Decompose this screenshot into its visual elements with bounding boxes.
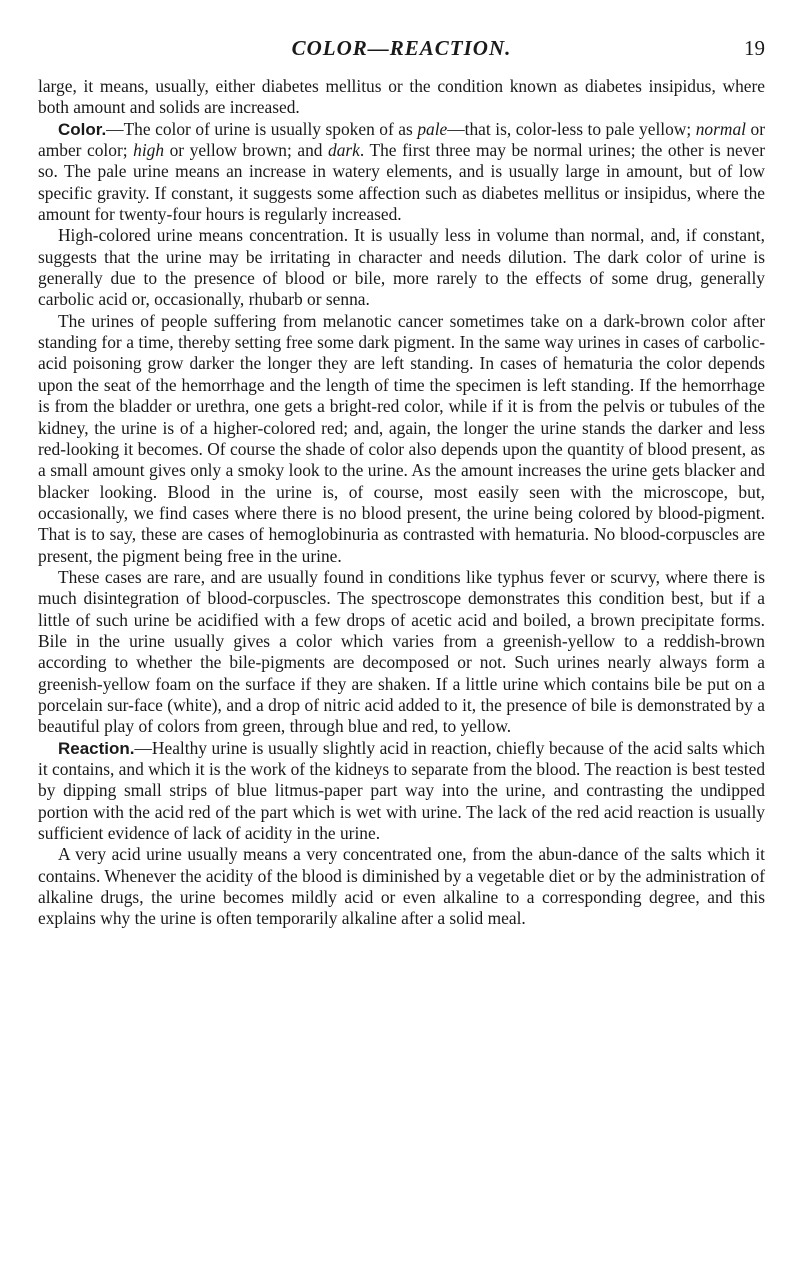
paragraph-text: . The first three may be normal urines; the other is never so. The pale urine means an increase in watery elements, and is usually large in amount, but of low specific gravity. If constant, it suggests some affection such as diabetes mellitus or insipidus, where the amount for twenty-four hours is regularly increased. bbox=[38, 140, 765, 225]
paragraph-text: A very acid urine usually means a very concentrated one, from the abun-dance of the salts which it contains. Whenever the acidity of the blood is diminished by a vegetable diet or by the administration of alkaline drugs, the urine becomes mildly acid or even alkaline to a corresponding degree, and this explains why the urine is often temporarily alkaline after a solid meal. bbox=[38, 844, 765, 929]
running-head bbox=[38, 36, 765, 76]
paragraph-continued bbox=[38, 76, 765, 119]
section-heading-color: Color. bbox=[58, 119, 107, 139]
paragraph-text: —The color of urine is usually spoken of as bbox=[106, 118, 418, 139]
paragraph bbox=[38, 567, 765, 738]
paragraph-text: These cases are rare, and are usually found in conditions like typhus fever or scurvy, where there is much disintegration of blood-corpuscles. The spectroscope demonstrates this condition best, but if a little of such urine be acidified with a few drops of acetic acid and boiled, a brown precipitate forms. Bile in the urine usually gives a color which varies from a greenish-yellow to a reddish-brown according to whether the bile-pigments are decomposed or not. Such urines nearly always form a greenish-yellow foam on the surface if they are shaken. If a little urine which contains bile be put on a porcelain sur-face (white), and a drop of nitric acid added to it, the presence of bile is demonstrated by a beautiful play of colors from green, through blue and red, to yellow. bbox=[38, 566, 765, 737]
paragraph bbox=[38, 311, 765, 567]
paragraph-text: large, it means, usually, either diabetes mellitus or the condition known as diabetes insipidus, where both amount and solids are increased. bbox=[38, 76, 765, 118]
paragraph-color bbox=[38, 119, 765, 226]
paragraph bbox=[38, 844, 765, 929]
term-pale: pale bbox=[417, 118, 448, 139]
running-title: COLOR—REACTION. bbox=[291, 36, 512, 60]
term-normal: normal bbox=[695, 118, 746, 139]
body-text bbox=[38, 76, 765, 930]
paragraph-text: High-colored urine means concentration. It is usually less in volume than normal, and, if constant, suggests that the urine may be irritating in character and needs dilution. The dark color of urine is generally due to the presence of blood or bile, more rarely to the effects of some drug, generally carbolic acid or, occasionally, rhubarb or senna. bbox=[38, 225, 765, 310]
section-heading-reaction: Reaction. bbox=[58, 738, 135, 758]
page-number: 19 bbox=[744, 36, 765, 60]
paragraph-reaction bbox=[38, 738, 765, 845]
paragraph-text: —Healthy urine is usually slightly acid in reaction, chiefly because of the acid salts which it contains, and which it is the work of the kidneys to separate from the blood. The reaction is best tested by dipping small strips of blue litmus-paper part way into the urine, and contrasting the undipped portion with the acid red of the part which is wet with urine. The lack of the red acid reaction is usually sufficient evidence of lack of acidity in the urine. bbox=[38, 737, 766, 844]
paragraph-text: The urines of people suffering from melanotic cancer sometimes take on a dark-brown color after standing for a time, thereby setting free some dark pigment. In the same way urines in cases of carbolic-acid poisoning grow darker the longer they are left standing. In cases of hematuria the color depends upon the seat of the hemorrhage and the length of time the specimen is left standing. If the hemorrhage is from the bladder or urethra, one gets a bright-red color, while if it is from the pelvis or tubules of the kidney, the urine is of a higher-colored red; and, again, the longer the urine stands the darker and less red-looking it becomes. Of course the shade of color also depends upon the quantity of blood present, as a small amount gives only a smoky look to the urine. As the amount increases the urine gets blacker and blacker looking. Blood in the urine is, of course, most easily seen with the microscope, but, occasionally, we find cases where there is no blood present, the urine being colored by blood-pigment. That is to say, these are cases of hemoglobinuria as contrasted with hematuria. No blood-corpuscles are present, the pigment being free in the urine. bbox=[38, 310, 765, 566]
book-page bbox=[38, 36, 765, 930]
paragraph-text: —that is, color-less to pale yellow; bbox=[447, 118, 696, 139]
paragraph bbox=[38, 225, 765, 310]
paragraph-text: or amber color; bbox=[38, 118, 765, 161]
paragraph-text: or yellow brown; and bbox=[164, 140, 329, 161]
term-high: high bbox=[133, 140, 165, 161]
term-dark: dark bbox=[328, 140, 360, 161]
